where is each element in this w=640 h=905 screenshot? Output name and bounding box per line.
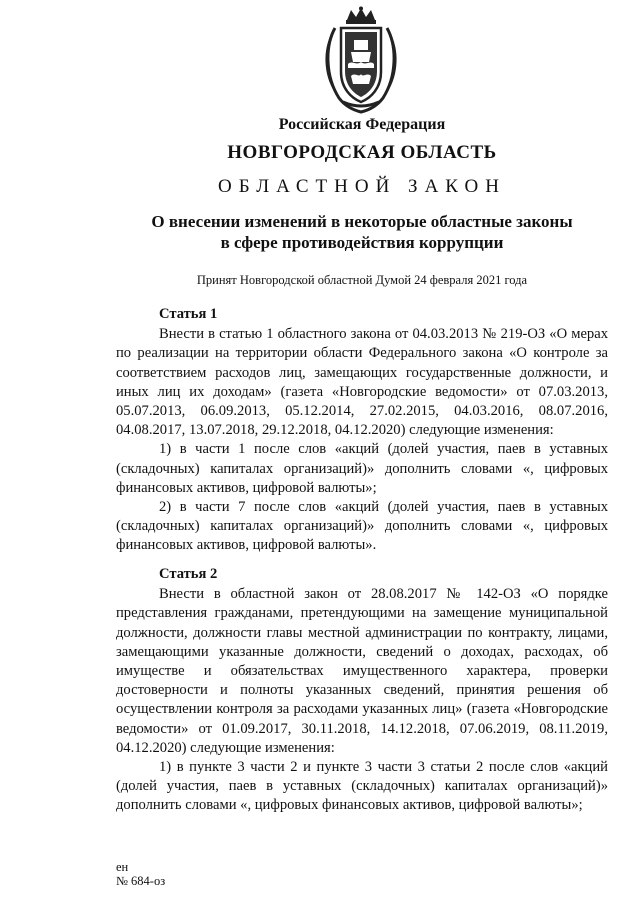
document-title [116,211,608,253]
title-line-1: О внесении изменений в некоторые областные законы [151,212,573,231]
document-number: № 684-оз [116,874,166,888]
document-footer [116,860,165,888]
article-2-item-1: 1) в пункте 3 части 2 и пункте 3 части 3 статьи 2 после слов «акций (долей участия, паев в уставных (складочных) капиталах организаций)» дополнить словами «, цифровых финансовых активов, цифровой валюты»; [116,759,608,814]
country-name: Российская Федерация [278,116,446,133]
article-1-heading: Статья 1 [159,306,218,322]
article-1-item-1: 1) в части 1 после слов «акций (долей участия, паев в уставных (складочных) капиталах организаций)» дополнить словами «, цифровых финансовых активов, цифровой валюты»; [116,441,608,496]
article-2-intro: Внести в областной закон от 28.08.2017 № 142-ОЗ «О порядке представления гражданами, претендующими на замещение муниципальной должности, должности главы местной администрации по контракту, лицами, замещающими указанные должности, сведений о доходах, расходах, об имуществе и обязательствах имущественного характера, проверки достоверности и полноты указанных сведений, принятия решения об осуществлении контроля за расходами указанных лиц» (газета «Новгородские ведомости» от 01.09.2017, 30.11.2018, 14.12.2018, 07.06.2019, 08.11.2019, 04.12.2020) следующие изменения: [116,586,608,756]
adoption-note: Принят Новгородской областной Думой 24 февраля 2021 года [196,273,528,287]
author-initials: ен [116,860,129,874]
region-name: НОВГОРОДСКАЯ ОБЛАСТЬ [227,142,497,163]
article-1-item-2: 2) в части 7 после слов «акций (долей участия, паев в уставных (складочных) капиталах организаций)» дополнить словами «, цифровых финансовых активов, цифровой валюты». [116,499,608,554]
article-2 [116,565,608,816]
article-1-intro: Внести в статью 1 областного закона от 04.03.2013 № 219-ОЗ «О мерах по реализации на территории области Федерального закона «О контроле за соответствием расходов лиц, замещающих государственные должности, и иных лиц их доходам» (газета «Новгородские ведомости» от 07.03.2013, 05.07.2013, 06.09.2013, 05.12.2014, 27.02.2015, 04.03.2016, 08.07.2016, 04.08.2017, 13.07.2018, 29.12.2018, 04.12.2020) следующие изменения: [116,326,608,439]
article-2-heading: Статья 2 [159,566,218,582]
title-line-2: в сфере противодействия коррупции [220,233,504,252]
coat-of-arms-icon [321,6,401,114]
document-type: ОБЛАСТНОЙ ЗАКОН [218,176,506,197]
article-1 [116,305,608,556]
